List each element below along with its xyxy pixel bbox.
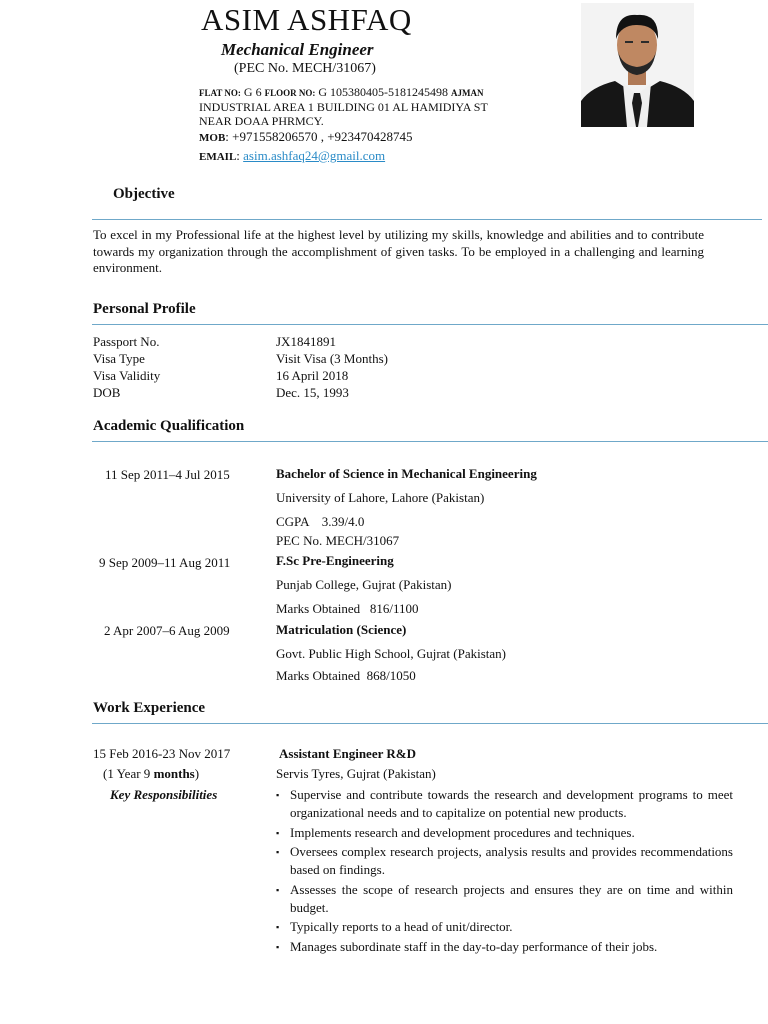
candidate-name: ASIM ASHFAQ <box>201 2 412 37</box>
address-label-floor: FLOOR NO: <box>264 88 316 98</box>
profile-row <box>93 333 159 350</box>
objective-heading: Objective <box>113 186 175 202</box>
address <box>199 85 499 128</box>
work-date: 15 Feb 2016-23 Nov 2017 <box>93 746 231 761</box>
academic-detail: Marks Obtained 868/1050 <box>276 668 416 683</box>
academic-date: 2 Apr 2007–6 Aug 2009 <box>104 623 230 638</box>
objective-text: To excel in my Professional life at the highest level by utilizing my skills, knowledge and abilities and to contribute towards my organization through the accomplishment of given tasks. To be employed in a challenging and learning environment. <box>93 227 704 275</box>
responsibilities-list <box>276 786 733 957</box>
personal-profile-divider <box>92 324 768 325</box>
email-label: EMAIL <box>199 151 237 163</box>
academic-detail: University of Lahore, Lahore (Pakistan) <box>276 490 485 505</box>
responsibility-item: ▪ Manages subordinate staff in the day-to-day performance of their jobs. <box>276 938 733 956</box>
profile-label: DOB <box>93 385 121 400</box>
work-position: Assistant Engineer R&D <box>279 746 416 761</box>
profile-value: Dec. 15, 1993 <box>276 385 349 400</box>
profile-row <box>93 384 120 401</box>
profile-row <box>93 367 160 384</box>
profile-value: Visit Visa (3 Months) <box>276 351 388 366</box>
academic-divider <box>92 441 768 442</box>
academic-detail: Punjab College, Gujrat (Pakistan) <box>276 577 452 592</box>
work-heading: Work Experience <box>93 700 206 716</box>
academic-detail: CGPA 3.39/4.0 <box>276 514 365 529</box>
email-link[interactable]: asim.ashfaq24@gmail.com <box>243 148 386 163</box>
profile-photo <box>581 3 694 127</box>
academic-detail: PEC No. MECH/31067 <box>276 533 400 548</box>
key-responsibilities-label: Key Responsibilities <box>110 787 218 802</box>
address-label-city: AJMAN <box>451 88 484 98</box>
work-duration <box>103 765 199 782</box>
academic-date: 11 Sep 2011–4 Jul 2015 <box>105 467 230 482</box>
academic-detail: Marks Obtained 816/1100 <box>276 601 419 616</box>
mobile-label: MOB <box>199 132 226 144</box>
academic-heading: Academic Qualification <box>93 418 245 434</box>
address-rest: INDUSTRIAL AREA 1 BUILDING 01 AL HAMIDIYA ST NEAR DOAA PHRMCY. <box>199 100 488 128</box>
work-duration-unit: months <box>153 766 195 781</box>
responsibility-item: ▪ Oversees complex research projects, analysis results and provides recommendations based on findings. <box>276 843 733 879</box>
profile-photo-image <box>581 3 694 127</box>
profile-label: Passport No. <box>93 334 160 349</box>
responsibility-item: ▪ Supervise and contribute towards the research and development programs to meet organizational needs and to capitalize on potential new products. <box>276 786 733 822</box>
objective-divider <box>92 219 762 220</box>
responsibility-item: ▪ Implements research and development procedures and techniques. <box>276 824 733 842</box>
pec-number: (PEC No. MECH/31067) <box>234 61 376 76</box>
work-duration-suffix: ) <box>194 766 200 781</box>
responsibility-item: ▪ Assesses the scope of research projects and ensures they are on time and within budget. <box>276 881 733 917</box>
job-title: Mechanical Engineer <box>221 40 374 59</box>
mobile-line <box>199 128 413 147</box>
personal-profile-heading: Personal Profile <box>93 301 196 317</box>
profile-row <box>93 350 145 367</box>
address-label-flat: FLAT NO: <box>199 88 241 98</box>
work-company: Servis Tyres, Gujrat (Pakistan) <box>276 766 436 781</box>
profile-value: 16 April 2018 <box>276 368 349 383</box>
profile-value: JX1841891 <box>276 334 336 349</box>
address-part-floor: G 105380405-5181245498 <box>315 85 452 99</box>
address-part-flat: G 6 <box>240 85 265 99</box>
email-line <box>199 147 413 166</box>
academic-date: 9 Sep 2009–11 Aug 2011 <box>99 555 231 570</box>
mobile-value: : +971558206570 , +923470428745 <box>225 129 413 144</box>
profile-label: Visa Validity <box>93 368 161 383</box>
email-separator: : <box>236 148 244 163</box>
academic-detail: Govt. Public High School, Gujrat (Pakistan) <box>276 646 507 661</box>
academic-degree: Matriculation (Science) <box>276 622 407 637</box>
responsibility-item: ▪ Typically reports to a head of unit/director. <box>276 918 733 936</box>
contact-info <box>199 128 413 166</box>
academic-degree: Bachelor of Science in Mechanical Engineering <box>276 466 537 481</box>
profile-label: Visa Type <box>93 351 145 366</box>
work-duration-prefix: (1 Year 9 <box>103 766 154 781</box>
academic-degree: F.Sc Pre-Engineering <box>276 553 394 568</box>
work-divider <box>92 723 768 724</box>
